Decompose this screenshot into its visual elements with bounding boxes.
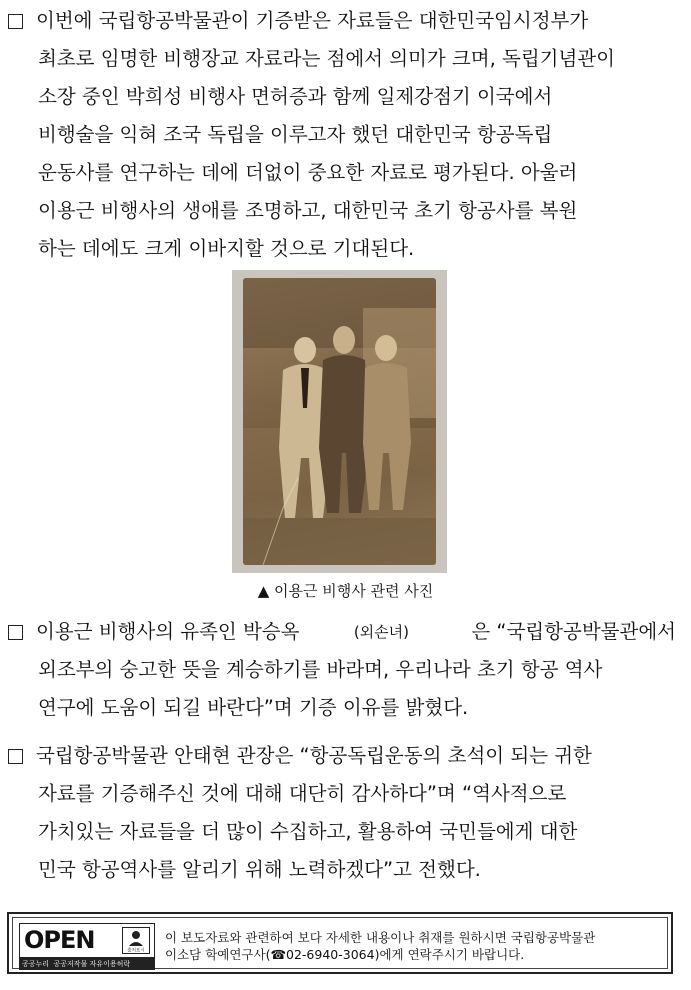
paragraph-text: 가치있는 자료들을 더 많이 수집하고, 활용하여 국민들에게 대한	[38, 820, 578, 843]
contact-footer-inner	[12, 917, 668, 969]
historical-photo	[243, 278, 436, 565]
paragraph-text: 소장 중인 박희성 비행사 면허증과 함께 일제강점기 이국에서	[38, 85, 553, 108]
attribution-label: 출처표시	[127, 948, 145, 953]
paragraph-text	[36, 613, 676, 651]
kogl-bar-title: 공공누리	[22, 960, 50, 968]
paragraph-text: 최초로 임명한 비행장교 자료라는 점에서 의미가 크며, 독립기념관이	[38, 47, 616, 70]
paragraph-line	[8, 775, 676, 813]
paragraph-text: 연구에 도움이 되길 바란다”며 기증 이유를 밝혔다.	[38, 696, 469, 719]
paragraph-line	[8, 116, 676, 154]
checkbox-bullet-icon	[8, 14, 23, 29]
paragraph-line	[8, 154, 676, 192]
contact-line: 이 보도자료와 관련하여 보다 자세한 내용이나 취재를 원하시면 국립항공박물관	[165, 930, 596, 945]
paragraph-text: 하는 데에도 크게 이바지할 것으로 기대된다.	[38, 237, 415, 260]
historical-photo-frame	[232, 270, 447, 573]
paragraph-text: 외조부의 숭고한 뜻을 계승하기를 바라며, 우리나라 초기 항공 역사	[38, 658, 603, 681]
open-license-label: OPEN	[24, 926, 95, 954]
photo-caption: ▲ 이용근 비행사 관련 사진	[257, 582, 434, 600]
paragraph-line	[8, 192, 676, 230]
paragraph-text-small: (외손녀)	[353, 623, 409, 641]
paragraph-family-statement	[8, 613, 676, 727]
paragraph-text: 이번에 국립항공박물관이 기증받은 자료들은 대한민국임시정부가	[36, 9, 589, 32]
paragraph-line	[8, 651, 676, 689]
paragraph-text: 운동사를 연구하는 데에 더없이 중요한 자료로 평가된다. 아울러	[38, 161, 578, 184]
paragraph-line	[8, 2, 676, 40]
paragraph-text: 국립항공박물관 안태현 관장은 “항공독립운동의 초석이 되는 귀한	[36, 744, 592, 767]
paragraph-director-statement	[8, 737, 676, 889]
kogl-license-badge	[19, 923, 155, 971]
paragraph-line	[8, 613, 676, 651]
checkbox-bullet-icon	[8, 625, 23, 640]
paragraph-line	[8, 40, 676, 78]
kogl-bar-text: 공공저작물 자유이용허락	[53, 960, 131, 968]
attribution-person-icon	[122, 927, 150, 954]
checkbox-bullet-icon	[8, 749, 23, 764]
paragraph-line	[8, 813, 676, 851]
paragraph-line	[8, 737, 676, 775]
paragraph-text: 이용근 비행사의 생애를 조명하고, 대한민국 초기 항공사를 복원	[38, 199, 578, 222]
paragraph-line	[8, 78, 676, 116]
paragraph-line	[8, 230, 676, 268]
contact-footer-text	[165, 929, 595, 963]
paragraph-text-part: 이용근 비행사의 유족인 박승옥	[36, 620, 300, 643]
paragraph-line	[8, 851, 676, 889]
paragraph-text-part: 은 “국립항공박물관에서	[471, 620, 676, 643]
kogl-license-main	[19, 923, 155, 958]
paragraph-text: 자료를 기증해주신 것에 대해 대단히 감사하다”며 “역사적으로	[38, 782, 567, 805]
three-men-photo-image	[243, 278, 436, 565]
kogl-license-bar	[19, 958, 155, 970]
paragraph-text: 민국 항공역사를 알리기 위해 노력하겠다”고 전했다.	[38, 858, 481, 881]
paragraph-donation-significance	[8, 2, 676, 268]
paragraph-line	[8, 689, 676, 727]
paragraph-text: 비행술을 익혀 조국 독립을 이루고자 했던 대한민국 항공독립	[38, 123, 553, 146]
contact-line: 이소담 학예연구사(☎02-6940-3064)에게 연락주시기 바랍니다.	[165, 947, 525, 962]
contact-footer-box	[7, 912, 673, 974]
